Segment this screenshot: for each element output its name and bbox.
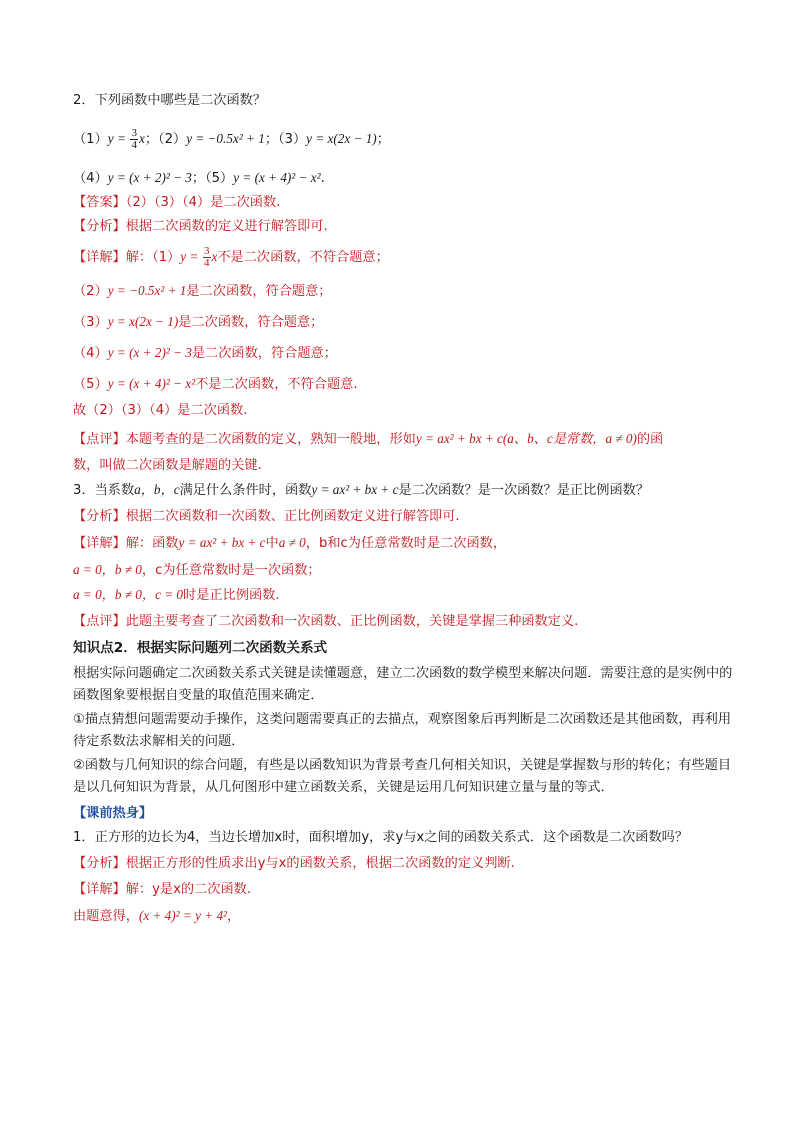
fraction-3-4-detail: $\frac{3}{4}$ <box>204 244 210 269</box>
document-page <box>73 90 733 924</box>
q3-detail-line3: a = 0，b ≠ 0，c = 0时是正比例函数. <box>73 587 280 603</box>
q3-analysis: 【分析】根据二次函数和一次函数、正比例函数定义进行解答即可. <box>73 509 460 524</box>
section-heading-kp2: 知识点2．根据实际问题列二次函数关系式 <box>73 640 328 656</box>
warmup-analysis: 【分析】根据正方形的性质求出y与x的函数关系，根据二次函数的定义判断. <box>73 856 515 871</box>
q2-detail-5: （5）y = (x + 4)² − x²不是二次函数，不符合题意. <box>73 376 358 392</box>
warmup-equation-line: 由题意得，(x + 4)² = y + 4²， <box>73 908 241 924</box>
q2-answer: 【答案】（2）（3）（4）是二次函数. <box>73 195 281 210</box>
q2-conclusion: 故（2）（3）（4）是二次函数. <box>73 403 248 418</box>
warmup-detail: 【详解】解：y是x的二次函数. <box>73 882 252 897</box>
kp2-paragraph-1: 根据实际问题确定二次函数关系式关键是读懂题意，建立二次函数的数学模型来解决问题．需要注意的是实例中的函数图象要根据自变量的取值范围来确定． <box>73 666 733 703</box>
fraction-3-4: $\frac{3}{4}$ <box>131 126 137 151</box>
warmup-q1-title: 1．正方形的边长为4，当边长增加x时，面积增加y，求y与x之间的函数关系式．这个函数是二次函数吗？ <box>73 830 689 845</box>
q3-detail: 【详解】解：函数y = ax² + bx + c中a ≠ 0，b和c为任意常数时是二次函数， <box>73 535 507 551</box>
kp2-paragraph-3: ②函数与几何知识的综合问题，有些是以函数知识为背景考查几何相关知识，关键是掌握数与形的转化；有些题目是以几何知识为背景，从几何图形中建立函数关系，关键是运用几何知识建立量与量的等式． <box>73 758 732 795</box>
q2-options-line1: （1）y = $\frac{3}{4}$ x；（2）y = −0.5x² + 1；（3）y = x(2x − 1)； <box>73 126 390 151</box>
q3-title: 3．当系数a，b，c满足什么条件时，函数y = ax² + bx + c是二次函数？是一次函数？是正比例函数？ <box>73 482 650 498</box>
warmup-heading: 【课前热身】 <box>73 806 153 821</box>
q2-options-line2: （4）y = (x + 2)² − 3；（5）y = (x + 4)² − x². <box>73 170 325 186</box>
q2-detail-4: （4）y = (x + 2)² − 3是二次函数，符合题意； <box>73 345 337 361</box>
q2-detail-3: （3）y = x(2x − 1)是二次函数，符合题意； <box>73 314 324 330</box>
q2-analysis: 【分析】根据二次函数的定义进行解答即可. <box>73 219 328 234</box>
q2-title: 2．下列函数中哪些是二次函数？ <box>73 93 267 108</box>
q3-detail-line2: a = 0，b ≠ 0，c为任意常数时是一次函数； <box>73 562 321 578</box>
q2-comment: 【点评】本题考查的是二次函数的定义，熟知一般地，形如y = ax² + bx + c(a、b、c是常数，a ≠ 0)的函 <box>73 431 664 447</box>
q2-comment-line2: 数，叫做二次函数是解题的关键. <box>73 458 262 473</box>
q3-comment: 【点评】此题主要考查了二次函数和一次函数、正比例函数，关键是掌握三种函数定义. <box>73 614 579 629</box>
kp2-paragraph-2: ①描点猜想问题需要动手操作，这类问题需要真正的去描点，观察图象后再判断是二次函数还是其他函数，再利用待定系数法求解相关的问题． <box>73 712 732 749</box>
q2-detail-2: （2）y = −0.5x² + 1是二次函数，符合题意； <box>73 283 332 299</box>
q2-detail-1: 【详解】解：（1）y = $\frac{3}{4}$ x不是二次函数，不符合题意； <box>73 244 389 269</box>
